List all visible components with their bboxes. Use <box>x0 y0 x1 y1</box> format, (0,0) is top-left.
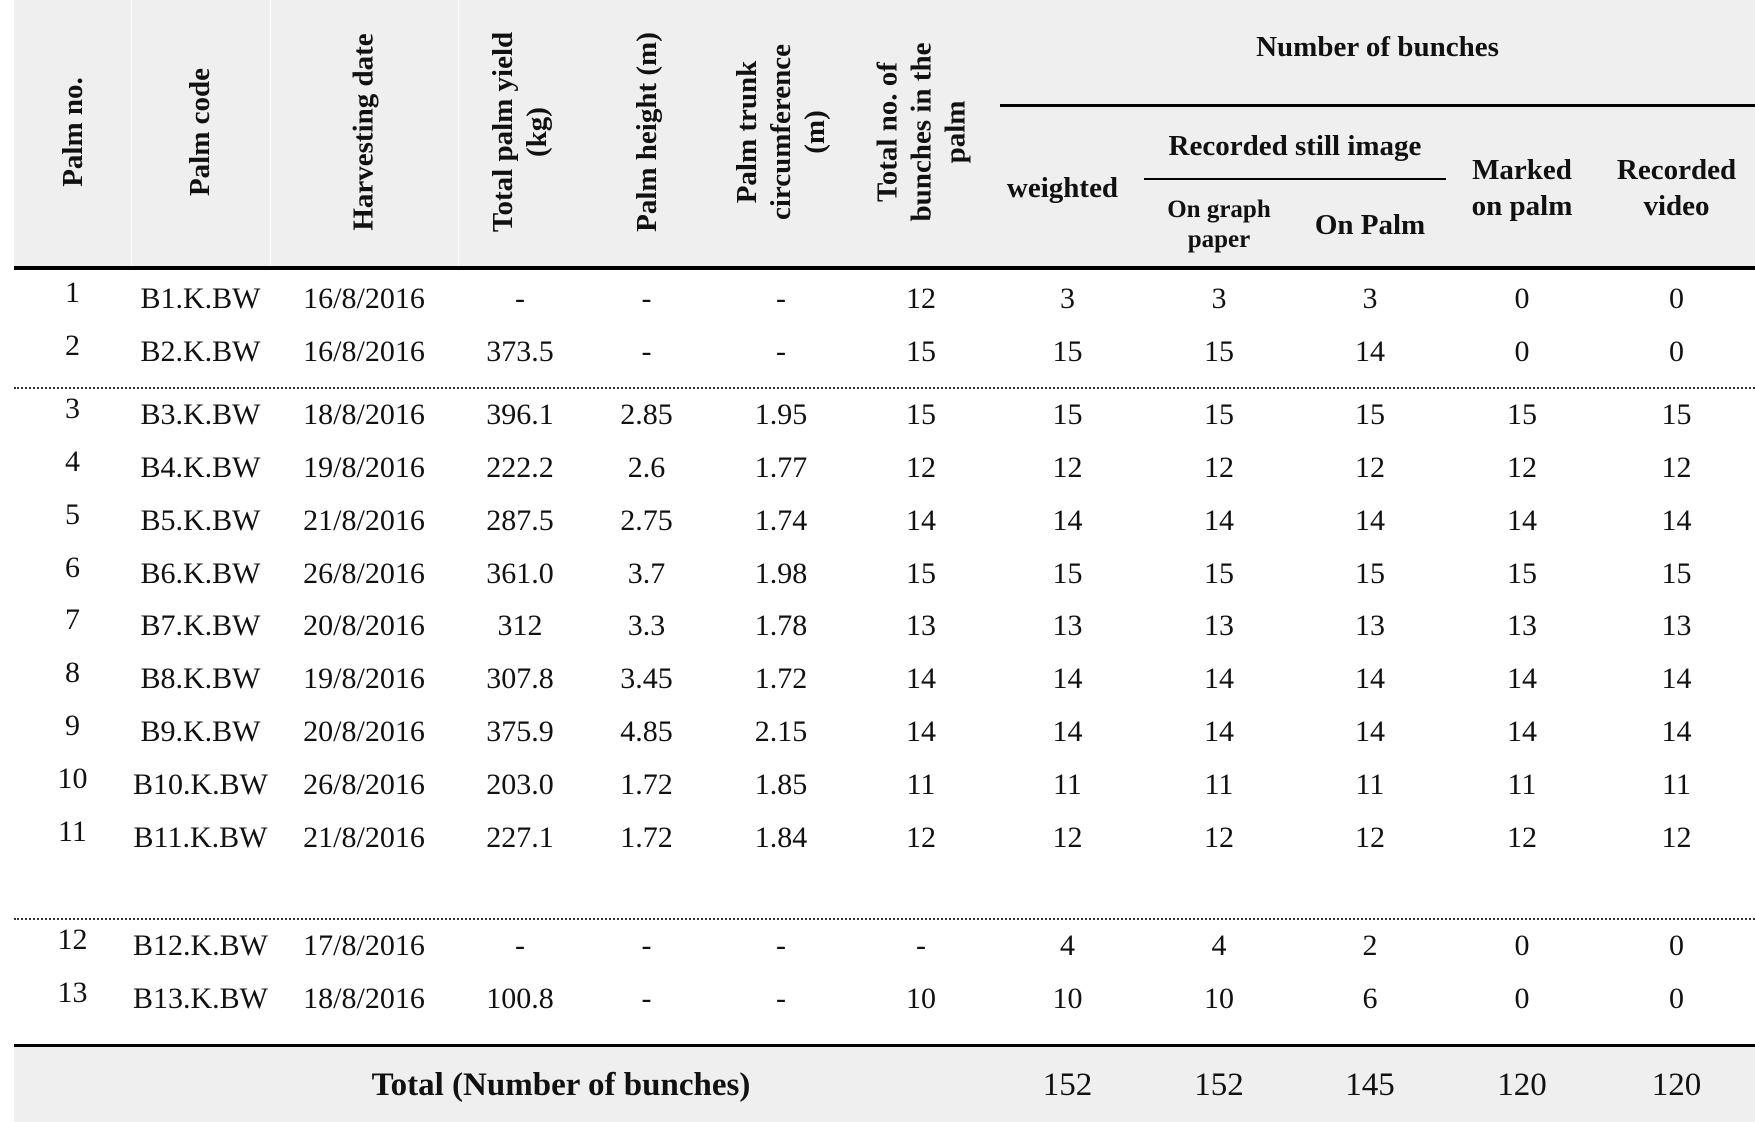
cell-harvesting-date: 19/8/2016 <box>303 450 425 484</box>
cell-palm-height: - <box>641 281 652 315</box>
cell-total-bunches: 12 <box>906 450 936 484</box>
cell-weighted: 15 <box>1052 397 1083 431</box>
cell-recorded-video: 12 <box>1661 820 1692 854</box>
header-harvesting-date: Harvesting date <box>348 33 380 231</box>
cell-palm-height: 1.72 <box>620 820 673 854</box>
total-weighted: 152 <box>1042 1066 1093 1103</box>
cell-total-palm-yield: - <box>515 928 525 962</box>
cell-on-palm: 14 <box>1355 503 1385 537</box>
cell-harvesting-date: 17/8/2016 <box>303 928 425 962</box>
cell-harvesting-date: 18/8/2016 <box>303 397 425 431</box>
cell-on-graph-paper: 15 <box>1204 556 1234 590</box>
cell-on-palm: 14 <box>1355 714 1385 748</box>
cell-palm-trunk-circumference: - <box>776 281 786 315</box>
cell-palm-no: 10 <box>57 762 88 795</box>
cell-palm-height: 4.85 <box>620 714 673 748</box>
cell-palm-height: 3.45 <box>620 661 673 695</box>
cell-marked-on-palm: 11 <box>1507 767 1537 801</box>
cell-harvesting-date: 21/8/2016 <box>303 503 425 537</box>
cell-harvesting-date: 21/8/2016 <box>303 820 425 854</box>
header-on-graph-paper: On graph paper <box>1167 196 1271 253</box>
cell-palm-trunk-circumference: - <box>776 981 786 1015</box>
cell-palm-no: 9 <box>65 709 80 742</box>
cell-palm-code: B11.K.BW <box>133 820 268 854</box>
cell-weighted: 15 <box>1052 334 1083 368</box>
cell-total-palm-yield: - <box>515 281 525 315</box>
cell-palm-trunk-circumference: 2.15 <box>754 714 808 748</box>
cell-on-graph-paper: 14 <box>1204 661 1234 695</box>
cell-weighted: 14 <box>1052 714 1083 748</box>
cell-total-palm-yield: 227.1 <box>486 820 554 854</box>
cell-palm-code: B4.K.BW <box>140 450 261 484</box>
cell-recorded-video: 0 <box>1669 281 1684 315</box>
cell-palm-trunk-circumference: 1.98 <box>754 556 808 590</box>
cell-on-palm: 6 <box>1362 981 1378 1015</box>
cell-on-palm: 11 <box>1355 767 1385 801</box>
cell-palm-trunk-circumference: 1.84 <box>754 820 808 854</box>
cell-weighted: 3 <box>1060 281 1075 315</box>
cell-harvesting-date: 16/8/2016 <box>303 334 425 368</box>
cell-harvesting-date: 26/8/2016 <box>303 556 425 590</box>
cell-recorded-video: 14 <box>1661 714 1692 748</box>
group-separator <box>14 387 1755 389</box>
header-palm-no: Palm no. <box>56 77 89 187</box>
cell-total-bunches: 15 <box>906 397 936 431</box>
cell-on-graph-paper: 15 <box>1204 397 1234 431</box>
cell-marked-on-palm: 12 <box>1507 450 1537 484</box>
cell-on-palm: 3 <box>1362 281 1378 315</box>
header-subgroup-rule <box>1144 178 1446 180</box>
total-marked-on-palm: 120 <box>1497 1066 1547 1103</box>
cell-harvesting-date: 26/8/2016 <box>303 767 425 801</box>
cell-palm-height: 2.6 <box>627 450 666 484</box>
cell-total-bunches: 12 <box>906 820 936 854</box>
cell-on-palm: 13 <box>1355 608 1385 642</box>
cell-palm-trunk-circumference: 1.72 <box>754 661 808 695</box>
cell-weighted: 14 <box>1052 661 1083 695</box>
cell-palm-height: - <box>641 334 652 368</box>
cell-palm-no: 12 <box>57 923 88 956</box>
cell-marked-on-palm: 14 <box>1507 661 1537 695</box>
cell-harvesting-date: 20/8/2016 <box>303 608 425 642</box>
header-palm-trunk-circumference: Palm trunk circumference (m) <box>731 43 831 221</box>
cell-total-palm-yield: 312 <box>497 608 543 642</box>
cell-harvesting-date: 18/8/2016 <box>303 981 425 1015</box>
cell-palm-trunk-circumference: 1.95 <box>754 397 808 431</box>
cell-harvesting-date: 20/8/2016 <box>303 714 425 748</box>
cell-palm-trunk-circumference: 1.77 <box>754 450 808 484</box>
cell-palm-code: B5.K.BW <box>140 503 261 537</box>
cell-total-bunches: 14 <box>906 714 936 748</box>
cell-total-bunches: 10 <box>906 981 936 1015</box>
cell-marked-on-palm: 15 <box>1507 397 1537 431</box>
cell-marked-on-palm: 14 <box>1507 714 1537 748</box>
cell-weighted: 14 <box>1052 503 1083 537</box>
cell-on-palm: 2 <box>1362 928 1378 962</box>
cell-palm-code: B12.K.BW <box>133 928 268 962</box>
cell-palm-code: B2.K.BW <box>140 334 261 368</box>
cell-palm-code: B10.K.BW <box>133 767 268 801</box>
cell-total-bunches: - <box>916 928 926 962</box>
cell-on-graph-paper: 11 <box>1204 767 1234 801</box>
cell-marked-on-palm: 13 <box>1507 608 1537 642</box>
cell-palm-trunk-circumference: 1.85 <box>754 767 808 801</box>
cell-total-palm-yield: 361.0 <box>486 556 554 590</box>
cell-palm-code: B7.K.BW <box>140 608 261 642</box>
cell-total-bunches: 15 <box>906 556 936 590</box>
cell-palm-height: 2.75 <box>620 503 673 537</box>
total-recorded-video: 120 <box>1651 1066 1702 1103</box>
cell-on-graph-paper: 14 <box>1204 503 1234 537</box>
cell-palm-no: 1 <box>65 276 80 309</box>
cell-palm-height: 2.85 <box>620 397 673 431</box>
cell-total-bunches: 13 <box>906 608 936 642</box>
cell-palm-no: 6 <box>65 551 80 584</box>
cell-total-bunches: 14 <box>906 661 936 695</box>
cell-palm-no: 11 <box>58 815 87 848</box>
cell-marked-on-palm: 0 <box>1514 928 1530 962</box>
cell-weighted: 15 <box>1052 556 1083 590</box>
cell-palm-height: - <box>641 928 652 962</box>
cell-on-palm: 12 <box>1355 820 1385 854</box>
header-on-palm: On Palm <box>1314 209 1426 241</box>
cell-on-graph-paper: 3 <box>1211 281 1227 315</box>
cell-palm-code: B8.K.BW <box>140 661 261 695</box>
cell-weighted: 11 <box>1053 767 1082 801</box>
total-on-palm: 145 <box>1345 1066 1395 1103</box>
cell-total-palm-yield: 100.8 <box>486 981 554 1015</box>
cell-palm-code: B3.K.BW <box>140 397 261 431</box>
palm-bunches-table <box>14 0 1755 1122</box>
cell-harvesting-date: 19/8/2016 <box>303 661 425 695</box>
cell-total-palm-yield: 222.2 <box>486 450 554 484</box>
cell-weighted: 4 <box>1060 928 1075 962</box>
cell-total-palm-yield: 396.1 <box>486 397 554 431</box>
cell-on-graph-paper: 15 <box>1204 334 1234 368</box>
total-label: Total (Number of bunches) <box>371 1066 751 1103</box>
cell-palm-trunk-circumference: 1.74 <box>754 503 808 537</box>
cell-on-graph-paper: 13 <box>1204 608 1234 642</box>
header-marked-on-palm: Marked on palm <box>1471 154 1573 222</box>
cell-recorded-video: 13 <box>1661 608 1692 642</box>
cell-total-palm-yield: 287.5 <box>486 503 554 537</box>
cell-palm-no: 3 <box>65 392 80 425</box>
header-bottom-rule <box>14 266 1755 270</box>
cell-marked-on-palm: 12 <box>1507 820 1537 854</box>
cell-palm-height: 3.3 <box>627 608 666 642</box>
cell-palm-no: 2 <box>65 329 80 362</box>
cell-recorded-video: 15 <box>1661 556 1692 590</box>
cell-palm-no: 5 <box>65 498 80 531</box>
cell-recorded-video: 0 <box>1669 981 1684 1015</box>
cell-palm-code: B9.K.BW <box>140 714 261 748</box>
group-separator <box>14 918 1755 920</box>
cell-palm-trunk-circumference: 1.78 <box>754 608 808 642</box>
header-recorded-still-image: Recorded still image <box>1168 130 1422 162</box>
cell-on-graph-paper: 10 <box>1204 981 1234 1015</box>
cell-on-graph-paper: 12 <box>1204 820 1234 854</box>
cell-marked-on-palm: 15 <box>1507 556 1537 590</box>
header-recorded-video: Recorded video <box>1616 154 1737 222</box>
cell-palm-no: 4 <box>65 445 80 478</box>
cell-palm-code: B1.K.BW <box>140 281 261 315</box>
total-top-rule <box>14 1044 1755 1047</box>
cell-palm-no: 7 <box>65 603 80 636</box>
header-total-palm-yield: Total palm yield (kg) <box>487 31 554 233</box>
cell-total-palm-yield: 203.0 <box>486 767 554 801</box>
cell-on-palm: 15 <box>1355 397 1385 431</box>
cell-on-palm: 15 <box>1355 556 1385 590</box>
cell-marked-on-palm: 0 <box>1514 334 1530 368</box>
cell-on-graph-paper: 12 <box>1204 450 1234 484</box>
cell-recorded-video: 15 <box>1661 397 1692 431</box>
cell-total-palm-yield: 373.5 <box>486 334 554 368</box>
cell-palm-height: 1.72 <box>620 767 673 801</box>
cell-total-bunches: 14 <box>906 503 936 537</box>
header-palm-height: Palm height (m) <box>630 32 663 232</box>
cell-on-graph-paper: 14 <box>1204 714 1234 748</box>
cell-palm-no: 13 <box>57 976 88 1009</box>
cell-recorded-video: 11 <box>1662 767 1691 801</box>
cell-recorded-video: 14 <box>1661 661 1692 695</box>
header-number-of-bunches: Number of bunches <box>1256 31 1499 63</box>
total-on-graph-paper: 152 <box>1194 1066 1244 1103</box>
cell-marked-on-palm: 14 <box>1507 503 1537 537</box>
cell-weighted: 13 <box>1052 608 1083 642</box>
cell-palm-height: - <box>641 981 652 1015</box>
cell-harvesting-date: 16/8/2016 <box>303 281 425 315</box>
cell-palm-trunk-circumference: - <box>776 928 786 962</box>
cell-weighted: 12 <box>1052 820 1083 854</box>
cell-marked-on-palm: 0 <box>1514 281 1530 315</box>
cell-on-palm: 14 <box>1355 661 1385 695</box>
cell-recorded-video: 0 <box>1669 928 1684 962</box>
cell-on-palm: 14 <box>1355 334 1385 368</box>
header-group-rule <box>1000 104 1755 107</box>
cell-total-palm-yield: 375.9 <box>486 714 554 748</box>
cell-total-palm-yield: 307.8 <box>486 661 554 695</box>
cell-recorded-video: 14 <box>1661 503 1692 537</box>
cell-weighted: 10 <box>1052 981 1083 1015</box>
cell-on-graph-paper: 4 <box>1211 928 1227 962</box>
cell-recorded-video: 12 <box>1661 450 1692 484</box>
cell-palm-trunk-circumference: - <box>776 334 786 368</box>
header-palm-code: Palm code <box>184 67 217 197</box>
cell-recorded-video: 0 <box>1669 334 1684 368</box>
cell-marked-on-palm: 0 <box>1514 981 1530 1015</box>
cell-palm-code: B13.K.BW <box>133 981 268 1015</box>
cell-weighted: 12 <box>1052 450 1083 484</box>
cell-total-bunches: 15 <box>906 334 936 368</box>
header-weighted: weighted <box>1006 171 1119 204</box>
cell-on-palm: 12 <box>1355 450 1385 484</box>
header-total-bunches: Total no. of bunches in the palm <box>871 42 972 222</box>
cell-total-bunches: 12 <box>906 281 936 315</box>
cell-palm-code: B6.K.BW <box>140 556 261 590</box>
cell-total-bunches: 11 <box>906 767 936 801</box>
cell-palm-no: 8 <box>65 656 80 689</box>
cell-palm-height: 3.7 <box>627 556 666 590</box>
